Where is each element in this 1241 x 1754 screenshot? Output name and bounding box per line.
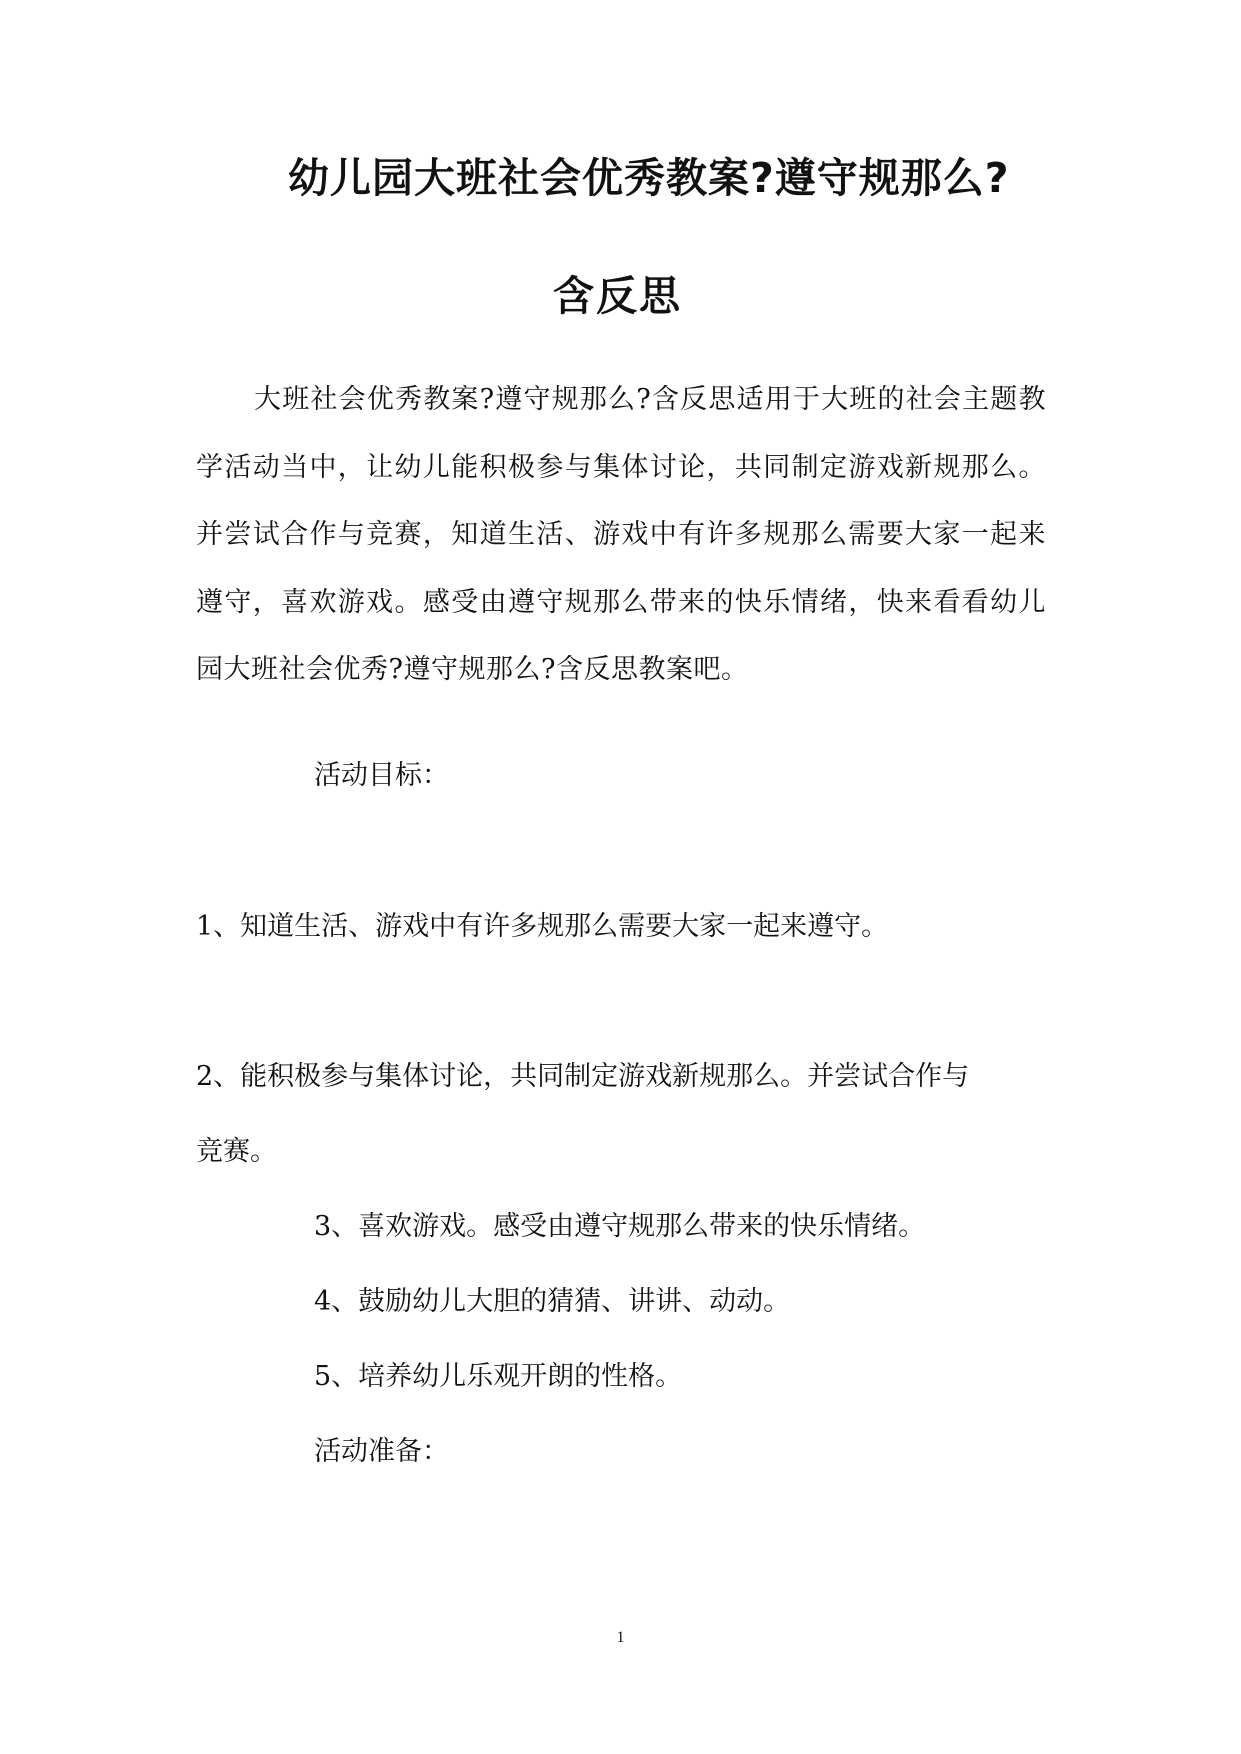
document-title-line-2: 含反思 — [553, 272, 682, 320]
document-title-line-1: 幼儿园大班社会优秀教案?遵守规那么? — [288, 154, 1010, 202]
intro-paragraph: 大班社会优秀教案?遵守规那么?含反思适用于大班的社会主题教学活动当中，让幼儿能积极参与集体讨论，共同制定游戏新规那么。并尝试合作与竞赛，知道生活、游戏中有许多规那么需要大家一起来遵守，喜欢游戏。感受由遵守规那么带来的快乐情绪，快来看看幼儿园大班社会优秀?遵守规那么?含反思教案吧。 — [196, 384, 1046, 685]
preparation-heading: 活动准备： — [314, 1436, 449, 1467]
goal-item-5: 5、培养幼儿乐观开朗的性格。 — [314, 1361, 683, 1392]
page-number: 1 — [616, 1629, 625, 1646]
goal-item-4: 4、鼓励幼儿大胆的猜猜、讲讲、动动。 — [314, 1286, 791, 1317]
goal-item-2-line-2: 竞赛。 — [196, 1136, 277, 1167]
goal-item-1: 1、知道生活、游戏中有许多规那么需要大家一起来遵守。 — [196, 911, 889, 942]
goal-item-3: 3、喜欢游戏。感受由遵守规那么带来的快乐情绪。 — [314, 1211, 926, 1242]
goal-item-2-line-1: 2、能积极参与集体讨论，共同制定游戏新规那么。并尝试合作与 — [196, 1061, 970, 1092]
goals-heading: 活动目标： — [314, 760, 449, 791]
